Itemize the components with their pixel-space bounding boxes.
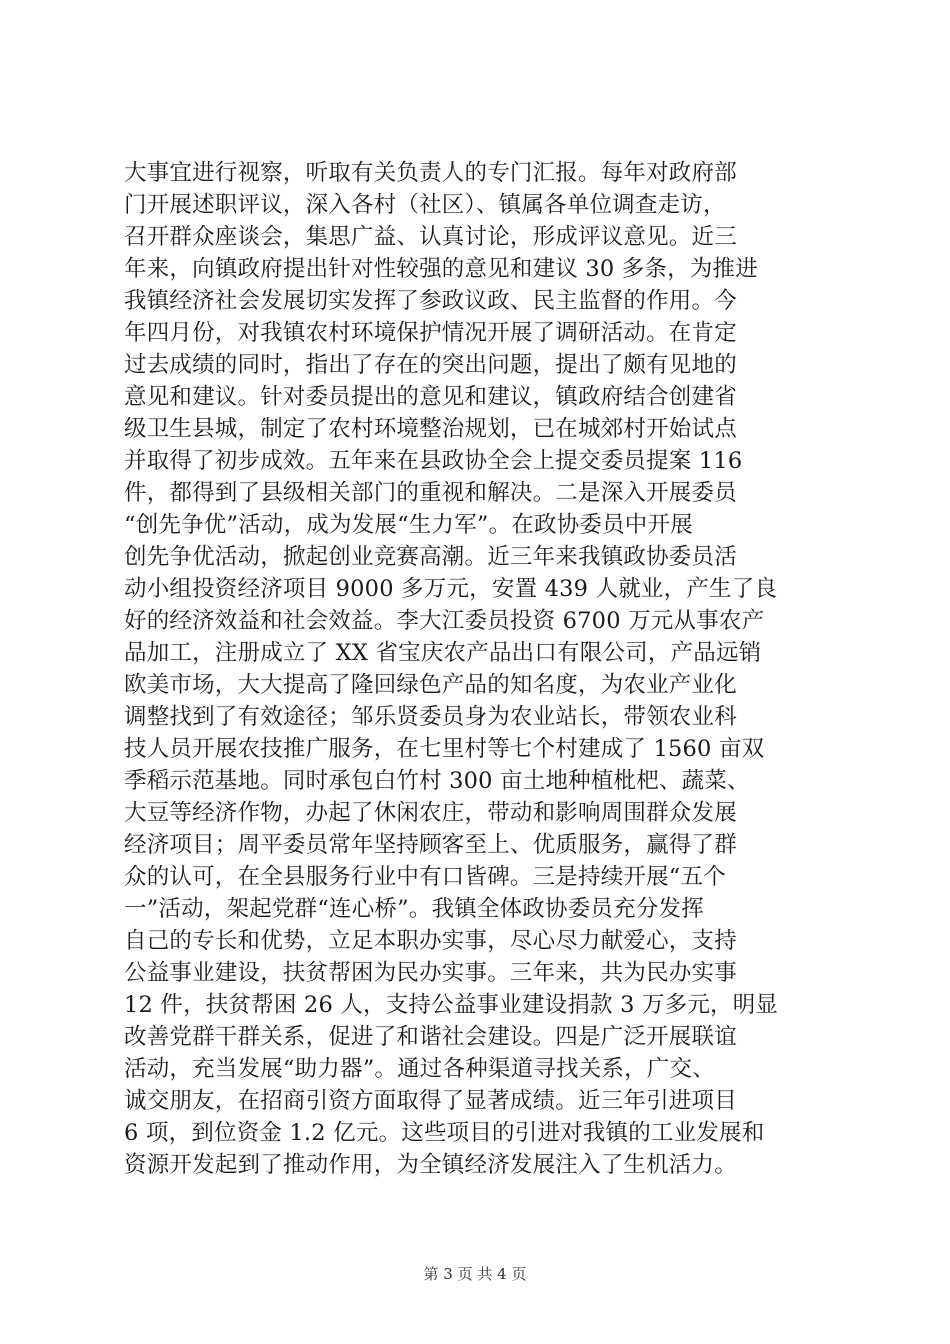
text-line: 资源开发起到了推动作用，为全镇经济发展注入了生机活力。 xyxy=(124,1152,737,1178)
text-line: 众的认可，在全县服务行业中有口皆碑。三是持续开展“五个 xyxy=(124,864,726,890)
text-line: 一”活动，架起党群“连心桥”。我镇全体政协委员充分发挥 xyxy=(124,896,704,922)
text-line: 大豆等经济作物，办起了休闲农庄，带动和影响周围群众发展 xyxy=(124,800,737,826)
text-line: 6 项，到位资金 1.2 亿元。这些项目的引进对我镇的工业发展和 xyxy=(124,1120,765,1146)
body-paragraph xyxy=(124,157,834,1181)
text-line: 创先争优活动，掀起创业竞赛高潮。近三年来我镇政协委员活 xyxy=(124,544,737,570)
text-line: 公益事业建设，扶贫帮困为民办实事。三年来，共为民办实事 xyxy=(124,960,737,986)
text-line: 品加工，注册成立了 XX 省宝庆农产品出口有限公司，产品远销 xyxy=(124,640,762,666)
text-line: 年来，向镇政府提出针对性较强的意见和建议 30 多条，为推进 xyxy=(124,256,758,282)
text-line: 好的经济效益和社会效益。李大江委员投资 6700 万元从事农产 xyxy=(124,608,765,634)
text-line: 动小组投资经济项目 9000 多万元，安置 439 人就业，产生了良 xyxy=(124,576,778,602)
text-line: 改善党群干群关系，促进了和谐社会建设。四是广泛开展联谊 xyxy=(124,1024,737,1050)
text-line: 自己的专长和优势，立足本职办实事，尽心尽力献爱心，支持 xyxy=(124,928,737,954)
text-line: 件，都得到了县级相关部门的重视和解决。二是深入开展委员 xyxy=(124,480,737,506)
text-line: 过去成绩的同时，指出了存在的突出问题，提出了颇有见地的 xyxy=(124,352,737,378)
text-line: 并取得了初步成效。五年来在县政协全会上提交委员提案 116 xyxy=(124,448,743,474)
text-line: 门开展述职评议，深入各村（社区）、镇属各单位调查走访， xyxy=(124,192,726,218)
text-line: 年四月份，对我镇农村环境保护情况开展了调研活动。在肯定 xyxy=(124,320,737,346)
text-line: 技人员开展农技推广服务，在七里村等七个村建成了 1560 亩双 xyxy=(124,736,765,762)
page-number-footer: 第 3 页 共 4 页 xyxy=(423,1265,527,1283)
text-line: 12 件，扶贫帮困 26 人，支持公益事业建设捐款 3 万多元，明显 xyxy=(124,992,779,1018)
text-line: 意见和建议。针对委员提出的意见和建议，镇政府结合创建省 xyxy=(124,384,737,410)
text-line: 召开群众座谈会，集思广益、认真讨论，形成评议意见。近三 xyxy=(124,224,737,250)
text-line: 活动，充当发展“助力器”。通过各种渠道寻找关系，广交、 xyxy=(124,1056,715,1082)
text-line: 欧美市场，大大提高了隆回绿色产品的知名度，为农业产业化 xyxy=(124,672,737,698)
text-line: 季稻示范基地。同时承包白竹村 300 亩土地种植枇杷、蔬菜、 xyxy=(124,768,750,794)
text-line: 级卫生县城，制定了农村环境整治规划，已在城郊村开始试点 xyxy=(124,416,737,442)
text-line: “创先争优”活动，成为发展“生力军”。在政协委员中开展 xyxy=(124,512,693,538)
text-line: 大事宜进行视察，听取有关负责人的专门汇报。每年对政府部 xyxy=(124,160,737,186)
text-line: 经济项目；周平委员常年坚持顾客至上、优质服务，赢得了群 xyxy=(124,832,737,858)
text-line: 我镇经济社会发展切实发挥了参政议政、民主监督的作用。今 xyxy=(124,288,737,314)
text-line: 诚交朋友，在招商引资方面取得了显著成绩。近三年引进项目 xyxy=(124,1088,737,1114)
text-line: 调整找到了有效途径；邹乐贤委员身为农业站长，带领农业科 xyxy=(124,704,737,730)
